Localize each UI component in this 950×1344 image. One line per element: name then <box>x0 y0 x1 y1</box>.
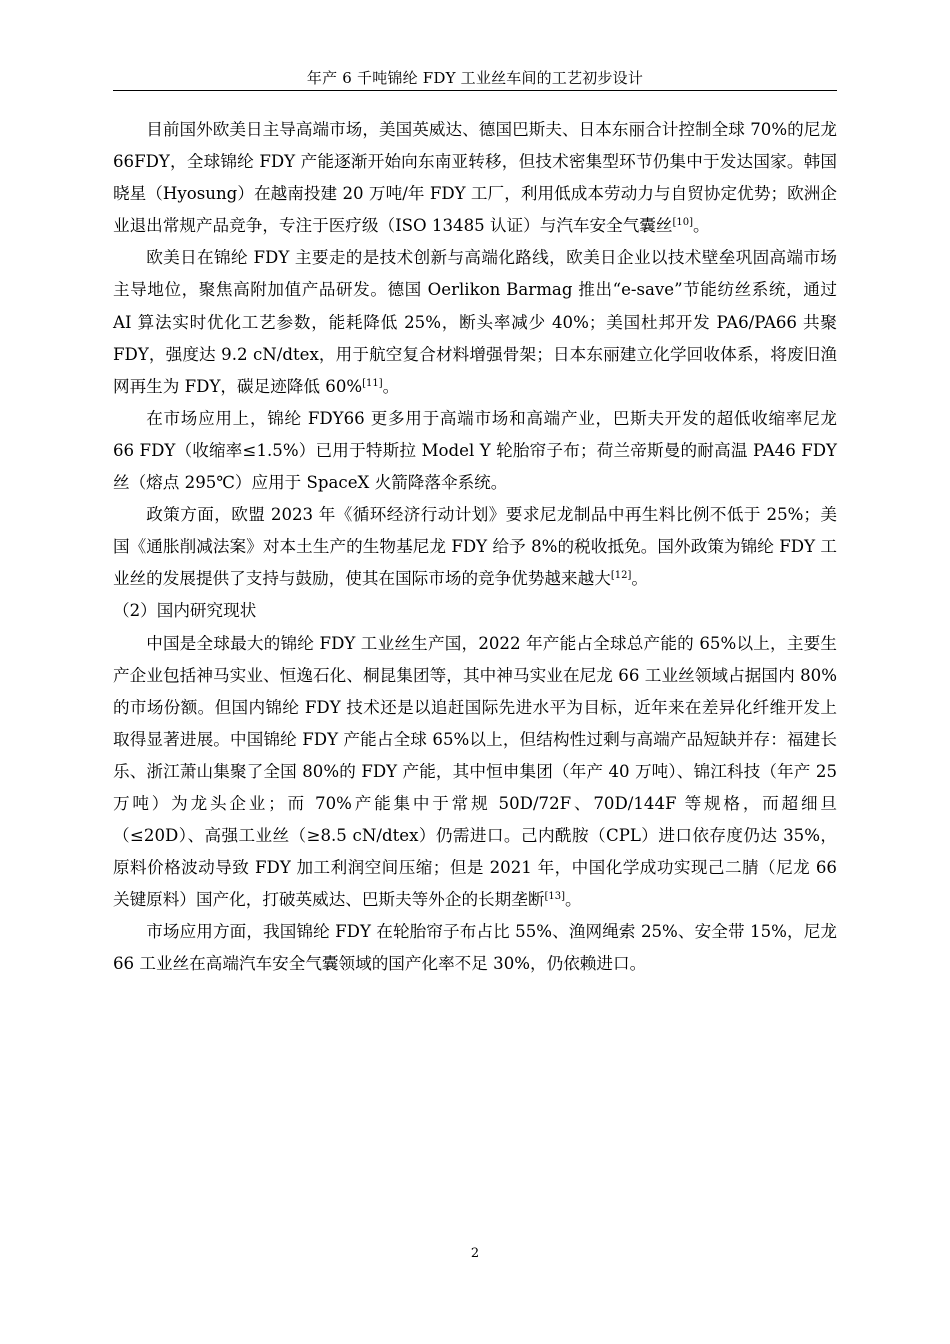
paragraph-text: 市场应用方面，我国锦纶 FDY 在轮胎帘子布占比 55%、渔网绳索 25%、安全带 15%，尼龙 66 工业丝在高端汽车安全气囊领域的国产化率不足 30%，仍依赖进口。 <box>113 922 837 974</box>
citation-ref: [13] <box>544 891 565 903</box>
paragraph-end: 。 <box>564 890 582 910</box>
paragraph-text: 欧美日在锦纶 FDY 主要走的是技术创新与高端化路线，欧美日企业以技术壁垒巩固高端市场主导地位，聚焦高附加值产品研发。德国 Oerlikon Barmag 推出“e-save”节能纺丝系统，通过 AI 算法实时优化工艺参数，能耗降低 25%，断头率减少 40%；美国杜邦开发 PA6/PA66 共聚 FDY，强度达 9.2 cN/dtex，用于航空复合材料增强骨架；日本东丽建立化学回收体系，将废旧渔网再生为 FDY，碳足迹降低 60% <box>113 248 837 396</box>
paragraph-end: 。 <box>631 569 648 589</box>
paragraph-end: 。 <box>382 376 400 396</box>
paragraph-text: 政策方面，欧盟 2023 年《循环经济行动计划》要求尼龙制品中再生料比例不低于 25%；美国《通胀削减法案》对本土生产的生物基尼龙 FDY 给予 8%的税收抵免。国外政策为锦纶 FDY 工业丝的发展提供了支持与鼓励，使其在国际市场的竞争优势越来越大 <box>113 505 837 589</box>
citation-ref: [11] <box>362 377 383 389</box>
citation-ref: [10] <box>672 217 694 229</box>
paragraph-domestic-status <box>113 628 837 917</box>
body-text <box>113 114 837 981</box>
paragraph-foreign-technology <box>113 242 837 402</box>
paragraph-foreign-policy <box>113 499 837 595</box>
citation-ref: [12] <box>610 570 632 582</box>
section-heading: （2）国内研究现状 <box>113 601 257 621</box>
paragraph-end: 。 <box>693 216 710 236</box>
paragraph-domestic-application <box>113 916 837 980</box>
header-rule <box>113 90 837 91</box>
paragraph-text: 在市场应用上，锦纶 FDY66 更多用于高端市场和高端产业，巴斯夫开发的超低收缩率尼龙 66 FDY（收缩率≤1.5%）已用于特斯拉 Model Y 轮胎帘子布；荷兰帝斯曼的耐高温 PA46 FDY 丝（熔点 295℃）应用于 SpaceX 火箭降落伞系统。 <box>113 408 837 493</box>
paragraph-foreign-application <box>113 403 837 499</box>
page-number: 2 <box>470 1246 480 1261</box>
running-header: 年产 6 千吨锦纶 FDY 工业丝车间的工艺初步设计 <box>306 69 644 87</box>
paragraph-text: 目前国外欧美日主导高端市场，美国英威达、德国巴斯夫、日本东丽合计控制全球 70%的尼龙 66FDY，全球锦纶 FDY 产能逐渐开始向东南亚转移，但技术密集型环节仍集中于发达国家。韩国晓星（Hyosung）在越南投建 20 万吨/年 FDY 工厂，利用低成本劳动力与自贸协定优势；欧洲企业退出常规产品竞争，专注于医疗级（ISO 13485 认证）与汽车安全气囊丝 <box>113 120 837 236</box>
paragraph-text: 中国是全球最大的锦纶 FDY 工业丝生产国，2022 年产能占全球总产能的 65%以上，主要生产企业包括神马实业、恒逸石化、桐昆集团等，其中神马实业在尼龙 66 工业丝领域占据国内 80%的市场份额。但国内锦纶 FDY 技术还是以追赶国际先进水平为目标，近年来在差异化纤维开发上取得显著进展。中国锦纶 FDY 产能占全球 65%以上，但结构性过剩与高端产品短缺并存：福建长乐、浙江萧山集聚了全国 80%的 FDY 产能，其中恒申集团（年产 40 万吨）、锦江科技（年产 25 万吨）为龙头企业；而 70%产能集中于常规 50D/72F、70D/144F 等规格，而超细旦（≤20D）、高强工业丝（≥8.5 cN/dtex）仍需进口。己内酰胺（CPL）进口依存度仍达 35%，原料价格波动导致 FDY 加工利润空间压缩；但是 2021 年，中国化学成功实现己二腈（尼龙 66 关键原料）国产化，打破英威达、巴斯夫等外企的长期垄断 <box>113 633 837 910</box>
paragraph-foreign-market <box>113 114 837 242</box>
